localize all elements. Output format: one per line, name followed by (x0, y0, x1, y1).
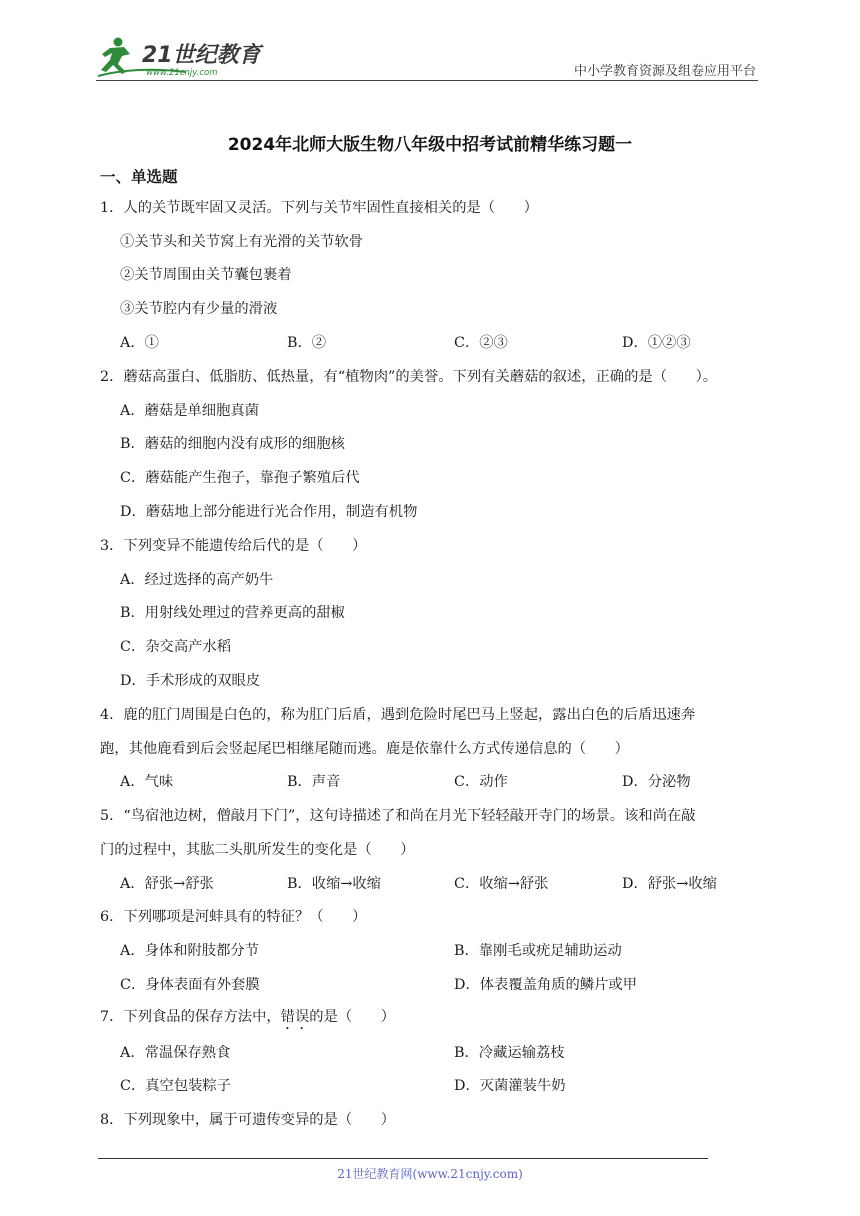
svg-text:www.21cnjy.com: www.21cnjy.com (146, 68, 218, 78)
question-2-option-a: A．蘑菇是单细胞真菌 (120, 403, 259, 419)
question-3-option-d: D．手术形成的双眼皮 (120, 673, 261, 689)
question-7-stem-emphasis: 错误 (280, 1009, 310, 1025)
question-4-option-d: D．分泌物 (622, 774, 691, 790)
question-6-option-a: A．身体和附肢都分节 (120, 943, 259, 959)
question-4-option-c: C．动作 (454, 774, 508, 790)
question-7-stem-pre: 7．下列食品的保存方法中， (100, 1009, 281, 1025)
question-3-stem: 3．下列变异不能遗传给后代的是（ ） (100, 538, 367, 554)
question-1-option-a: A．① (120, 335, 159, 351)
page-title: 2024年北师大版生物八年级中招考试前精华练习题一 (227, 135, 633, 155)
question-7-option-c: C．真空包装粽子 (120, 1078, 232, 1094)
question-3-option-c: C．杂交高产水稻 (120, 639, 232, 655)
question-4-option-b: B．声音 (287, 774, 341, 790)
question-4-option-a: A．气味 (120, 774, 174, 790)
question-5-option-d: D．舒张→收缩 (622, 876, 717, 892)
question-4-stem-line-1: 4．鹿的肛门周围是白色的，称为肛门后盾，遇到危险时尾巴马上竖起，露出白色的后盾迅速奔 (100, 707, 696, 723)
footer-divider (98, 1158, 708, 1159)
question-1-stem: 1．人的关节既牢固又灵活。下列与关节牢固性直接相关的是（ ） (100, 200, 538, 216)
site-logo (96, 36, 266, 80)
question-1-statement-3: ③关节腔内有少量的滑液 (120, 301, 278, 317)
page-header (96, 30, 756, 80)
question-2-option-c: C．蘑菇能产生孢子，靠孢子繁殖后代 (120, 470, 360, 486)
question-4-stem-line-2: 跑，其他鹿看到后会竖起尾巴相继尾随而逃。鹿是依靠什么方式传递信息的（ ） (100, 741, 629, 757)
question-7-option-d: D．灭菌灌装牛奶 (454, 1078, 566, 1094)
header-divider (96, 80, 758, 81)
question-1-option-d: D．①②③ (622, 335, 691, 351)
section-heading: 一、单选题 (100, 168, 178, 186)
question-7-stem-post: 的是（ ） (309, 1009, 396, 1025)
footer-site-link[interactable]: 21世纪教育网(www.21cnjy.com) (337, 1167, 523, 1181)
question-1-statement-1: ①关节头和关节窝上有光滑的关节软骨 (120, 234, 364, 250)
question-6-stem: 6．下列哪项是河蚌具有的特征？（ ） (100, 909, 367, 925)
question-7-option-b: B．冷藏运输荔枝 (454, 1045, 565, 1061)
question-2-option-d: D．蘑菇地上部分能进行光合作用，制造有机物 (120, 504, 418, 520)
question-6-option-b: B．靠刚毛或疣足辅助运动 (454, 943, 622, 959)
question-5-option-b: B．收缩→收缩 (287, 876, 381, 892)
question-2-option-b: B．蘑菇的细胞内没有成形的细胞核 (120, 436, 345, 452)
question-2-stem: 2．蘑菇高蛋白、低脂肪、低热量，有“植物肉”的美誉。下列有关蘑菇的叙述，正确的是（ ）。 (100, 369, 718, 385)
question-5-stem-line-1: 5．“鸟宿池边树，僧敲月下门”，这句诗描述了和尚在月光下轻轻敲开寺门的场景。该和尚在敲 (100, 808, 696, 824)
question-6-option-c: C．身体表面有外套膜 (120, 977, 260, 993)
question-7-stem (100, 1006, 395, 1033)
question-5-option-a: A．舒张→舒张 (120, 876, 214, 892)
question-5-stem-line-2: 门的过程中，其肱二头肌所发生的变化是（ ） (100, 842, 415, 858)
svg-text:21世纪教育: 21世纪教育 (142, 43, 261, 68)
question-3-option-b: B．用射线处理过的营养更高的甜椒 (120, 605, 345, 621)
question-7-option-a: A．常温保存熟食 (120, 1045, 231, 1061)
question-1-statement-2: ②关节周围由关节囊包裹着 (120, 267, 292, 283)
platform-name: 中小学教育资源及组卷应用平台 (573, 64, 756, 79)
question-1-option-c: C．②③ (454, 335, 508, 351)
question-3-option-a: A．经过选择的高产奶牛 (120, 572, 274, 588)
question-6-option-d: D．体表覆盖角质的鳞片或甲 (454, 977, 638, 993)
question-1-option-b: B．② (287, 335, 327, 351)
question-5-option-c: C．收缩→舒张 (454, 876, 549, 892)
question-8-stem: 8．下列现象中，属于可遗传变异的是（ ） (100, 1112, 396, 1128)
